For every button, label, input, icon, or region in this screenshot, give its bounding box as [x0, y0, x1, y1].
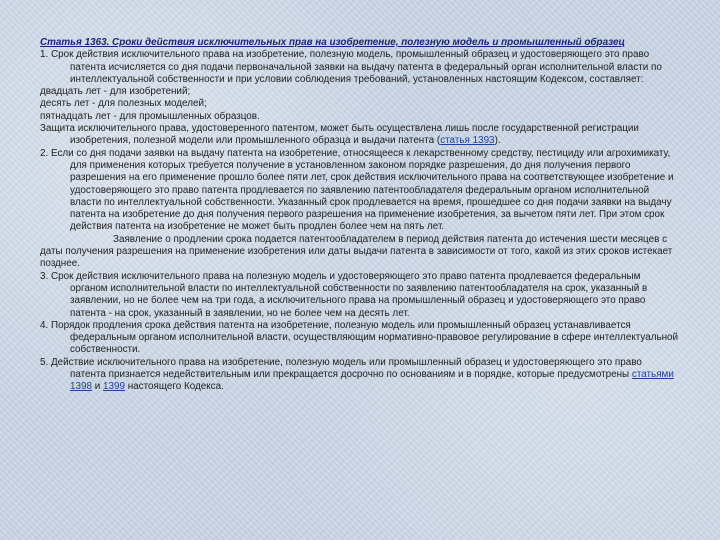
paragraph-5: [40, 357, 680, 394]
paragraph-2: 2. Если со дня подачи заявки на выдачу патента на изобретение, относящееся к лекарственному средству, пестициду или агрохимикату, для применения которых требуется получение в установленном законом порядке разрешения, до дня получения первого разрешения на его применение прошло более пяти лет, срок действия исключительного права на соответствующее изобретение и удостоверяющего это право патента продлевается по заявлению патентообладателя федеральным органом исполнительной власти по интеллектуальной собственности. Указанный срок продлевается на время, прошедшее со дня подачи заявки на выдачу патента на изобретение до дня получения первого разрешения на применение изобретения, за вычетом пяти лет. При этом срок действия патента на изобретение не может быть продлен более чем на пять лет.: [40, 147, 674, 233]
term-industrial-designs: пятнадцать лет - для промышленных образцов.: [40, 110, 260, 122]
document-body: [40, 37, 680, 394]
paragraph-3: 3. Срок действия исключительного права на полезную модель и удостоверяющего это право патента продлевается федеральным органом исполнительной власти по интеллектуальной собственности по заявлению патентообладателя на срок, указанный в заявлении, но не более чем на три года, а исключительного права на промышленный образец и удостоверяющего это право патента - на срок, указанный в заявлении, но не более чем на десять лет.: [40, 270, 648, 319]
article-title: Статья 1363. Сроки действия исключительных прав на изобретение, полезную модель и промышленный образец: [40, 37, 625, 48]
term-inventions: двадцать лет - для изобретений;: [40, 86, 191, 98]
paragraph-1: 1. Срок действия исключительного права на изобретение, полезную модель, промышленный образец и удостоверяющего это право патента исчисляется со дня подачи первоначальной заявки на выдачу патента в федеральный орган исполнительной власти по интеллектуальной собственности и при условии соблюдения требований, установленных настоящим Кодексом, составляет:: [40, 49, 662, 85]
term-utility-models: десять лет - для полезных моделей;: [40, 98, 207, 110]
article-1398-link[interactable]: статьями 1398: [70, 369, 674, 393]
protection-suffix: ).: [494, 135, 501, 147]
protection-paragraph: [40, 123, 680, 148]
article-1393-link[interactable]: статья 1393: [440, 135, 495, 147]
paragraph-5-suffix: настоящего Кодекса.: [124, 381, 224, 393]
paragraph-5-and: и: [91, 381, 103, 393]
paragraph-5-text: 5. Действие исключительного права на изобретение, полезную модель или промышленный образец и удостоверяющего это право патента признается недействительным или прекращается досрочно по основаниям и в порядке, которые предусмотрены: [40, 356, 642, 381]
article-1399-link[interactable]: 1399: [102, 381, 125, 393]
paragraph-4: 4. Порядок продления срока действия патента на изобретение, полезную модель или промышленный образец устанавливается федеральным органом исполнительной власти, осуществляющим нормативно-правовое регулирование в сфере интеллектуальной собственности.: [40, 319, 679, 356]
protection-text: Защита исключительного права, удостоверенного патентом, может быть осуществлена лишь после государственной регистрации изобретения, полезной модели или промышленного образца и выдачи патента (: [40, 123, 639, 147]
extension-note: Заявление о продлении срока подается патентообладателем в период действия патента до истечения шести месяцев с даты получения разрешения на применение изобретения или даты выдачи патента в зависимости от того, какой из этих сроков истекает позднее.: [40, 233, 673, 270]
